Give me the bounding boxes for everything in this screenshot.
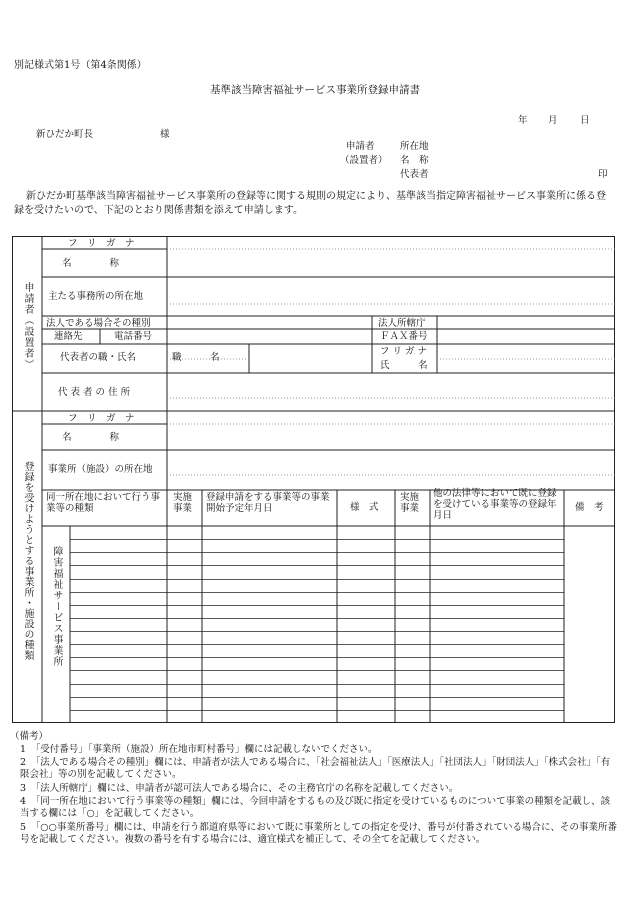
section2-side-label: 登録を受けようとする事業所・施設の種類 bbox=[22, 461, 33, 661]
addressee-honorific: 様 bbox=[160, 129, 170, 140]
note-item: 2 「法人である場合その種別」欄には、申請者が法人である場合に、「社会福祉法人」「医療法人」「社団法人」「財団法人」「株式会社」「有限会社」等の別を記載してください。 bbox=[20, 757, 611, 780]
applicant-label-sub: （設置者） bbox=[340, 155, 388, 166]
col-remarks: 備 考 bbox=[575, 502, 604, 513]
applicant-rep-label: 代表者 bbox=[400, 169, 429, 180]
document-title: 基準該当障害福祉サービス事業所登録申請書 bbox=[210, 84, 420, 96]
applicant-label: 申請者 bbox=[346, 141, 375, 152]
post-label: 職 名 bbox=[172, 352, 220, 363]
rep-name-label: 氏 名 bbox=[380, 360, 428, 371]
authority-label: 法人所轄庁 bbox=[378, 318, 426, 329]
contact-label: 連絡先 bbox=[54, 331, 83, 342]
section1-side-label: 申請者（設置者） bbox=[22, 282, 33, 370]
note-item: 5 「○○事業所番号」欄には、申請を行う都道府県等において既に事業所としての指定を受け、番号が付番されている場合に、その事業所番号を記載してください。複数の番号を有する場合には、適宜様式を補正して、その全てを記載してください。 bbox=[20, 822, 617, 845]
form-grid-lines bbox=[12, 236, 615, 723]
rep-title-label: 代表者の職・氏名 bbox=[60, 352, 137, 363]
furigana-label: フ リ ガ ナ bbox=[68, 238, 135, 249]
col-implemented: 実施事業 bbox=[173, 492, 193, 514]
notes-heading: （備考） bbox=[10, 731, 49, 742]
facility-furigana-label: フ リ ガ ナ bbox=[68, 413, 135, 424]
applicant-name-row-label: 名 称 bbox=[62, 258, 120, 269]
application-form-table bbox=[12, 236, 615, 723]
seal-mark: 印 bbox=[598, 169, 608, 180]
note-item: 4 「同一所在地において行う事業等の種類」欄には、今回申請をするもの及び既に指定を受けているものについて事業の種類を記載し、該当する欄には「○」を記載してください。 bbox=[20, 796, 611, 819]
facility-name-label: 名 称 bbox=[62, 432, 120, 443]
fax-label: ＦＡＸ番号 bbox=[380, 331, 428, 342]
body-text: 新ひだか町基準該当障害福祉サービス事業所の登録等に関する規則の規定により、基準該当指定障害福祉サービス事業所に係る登録を受けたいので、下記のとおり関係書類を添えて申請します。 bbox=[14, 191, 606, 216]
corp-type-label: 法人である場合その種別 bbox=[46, 318, 151, 329]
date-month: 月 bbox=[548, 115, 558, 126]
rep-address-label: 代 表 者 の 住 所 bbox=[58, 387, 131, 398]
col-other-registration: 他の法律等において既に登録を受けている事業等の登録年月日 bbox=[433, 488, 557, 521]
col-same-location-types: 同一所在地において行う事業等の種類 bbox=[46, 492, 161, 514]
col-implemented-2: 実施事業 bbox=[400, 492, 420, 514]
main-office-label: 主たる事務所の所在地 bbox=[48, 291, 144, 302]
service-type-side-label: 障害福祉サービス事業所 bbox=[51, 546, 62, 667]
tel-label: 電話番号 bbox=[114, 331, 153, 342]
date-year: 年 bbox=[518, 115, 528, 126]
rep-furigana-label: フ リ ガ ナ bbox=[380, 346, 428, 357]
col-format: 様 式 bbox=[350, 502, 379, 513]
addressee-name: 新ひだか町長 bbox=[36, 129, 94, 140]
form-number: 別記様式第1号（第4条関係） bbox=[14, 60, 147, 71]
applicant-address-label: 所在地 bbox=[400, 141, 429, 152]
applicant-name-label: 名 称 bbox=[400, 155, 429, 166]
facility-location-label: 事業所（施設）の所在地 bbox=[48, 464, 153, 475]
date-day: 日 bbox=[580, 115, 590, 126]
business-list-rows bbox=[70, 540, 564, 711]
note-item: 3 「法人所轄庁」欄には、申請者が認可法人である場合に、その主務官庁の名称を記載してください。 bbox=[20, 783, 459, 794]
note-item: 1 「受付番号」「事業所（施設）所在地市町村番号」欄には記載しないでください。 bbox=[20, 744, 378, 755]
col-start-date: 登録申請をする事業等の事業開始予定年月日 bbox=[206, 492, 330, 514]
